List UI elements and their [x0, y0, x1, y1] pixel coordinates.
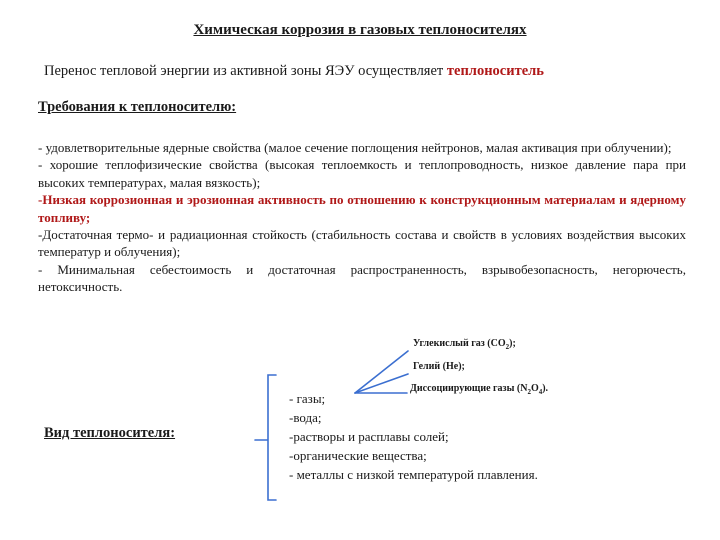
brace-bracket — [255, 375, 276, 500]
coolant-type-list — [289, 389, 538, 484]
intro-highlight: теплоноситель — [446, 63, 544, 79]
requirement-nuclear: - удовлетворительные ядерные свойства (малое сечение поглощения нейтронов, малая активация при облучении); — [38, 140, 672, 155]
requirement-low-corrosion: -Низкая коррозионная и эрозионная активность по отношению к конструкционным материалам и ядерному топливу; — [38, 192, 686, 225]
gas-helium: Гелий (He); — [413, 361, 465, 372]
coolant-type-metals: - металлы с низкой температурой плавления. — [289, 467, 538, 482]
coolant-type-water: -вода; — [289, 410, 322, 425]
requirements-heading: Требования к теплоносителю: — [38, 99, 237, 115]
coolant-type-label: Вид теплоносителя: — [44, 425, 176, 441]
requirement-thermophysical: - хорошие теплофизические свойства (высокая теплоемкость и теплопроводность, низкое давление пара при высоких температурах, малая вязкость); — [38, 157, 686, 190]
coolant-type-organic: -органические вещества; — [289, 448, 427, 463]
gas-co2: Углекислый газ $(CO_2)$; — [413, 338, 516, 351]
line-to-co2 — [355, 351, 408, 393]
coolant-type-gases: - газы; — [289, 391, 326, 406]
gas-n2o4: Диссоциирующие газы $(N_2O_4)$. — [410, 383, 549, 396]
requirement-stability: -Достаточная термо- и радиационная стойкость (стабильность состава и свойств в условиях воздействия высоких температур и облучения); — [38, 227, 686, 260]
slide-title: Химическая коррозия в газовых теплоносителях — [193, 22, 527, 38]
coolant-type-salts: -растворы и расплавы солей; — [289, 429, 449, 444]
requirement-cost-safety: - Минимальная себестоимость и достаточная распространенность, взрывобезопасность, негорючесть, нетоксичность. — [38, 261, 686, 295]
intro-text: Перенос тепловой энергии из активной зоны ЯЭУ осуществляет — [44, 63, 444, 79]
